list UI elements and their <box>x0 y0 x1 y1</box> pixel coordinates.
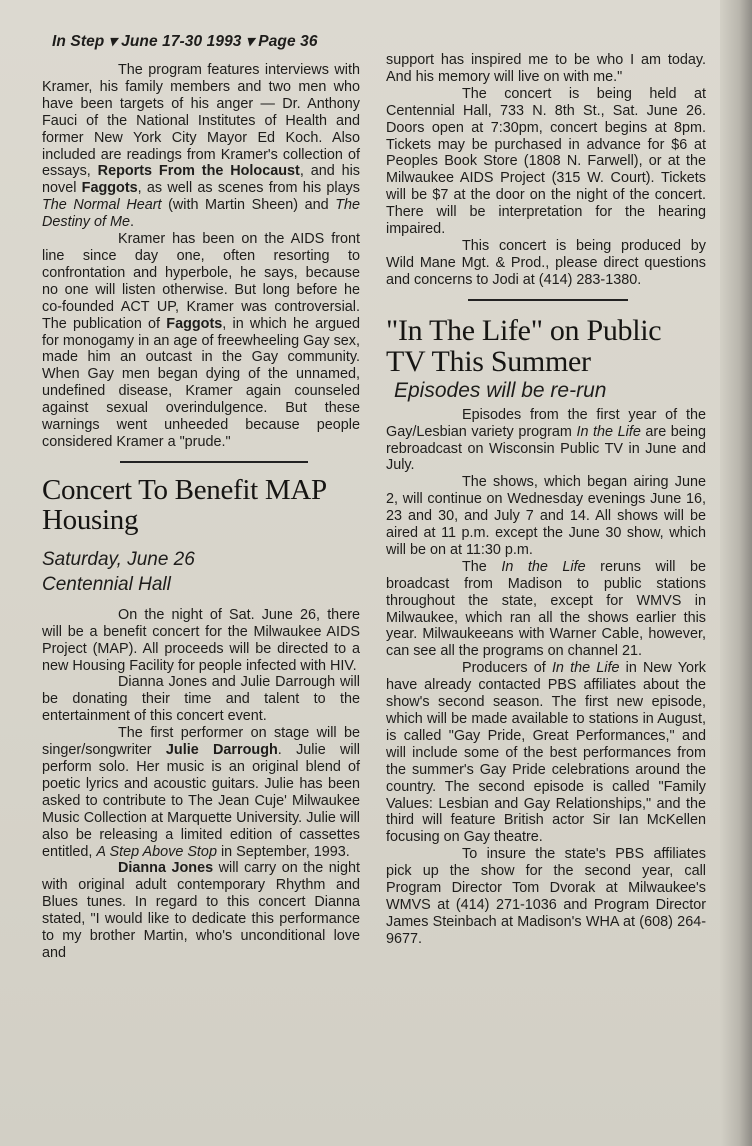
header-separator-icon: ▾ <box>245 33 254 50</box>
kramer-paragraph-2: Kramer has been on the AIDS front line since day one, often resorting to confrontation and hyperbole, he says, because no one will listen otherwise. But long before he co-founded ACT UP, Kramer was controversial. The publication of Faggots, in which he argued for monogamy in an age of freewheeling Gay sex, made him an outcast in the Gay community. When Gay men began dying of the unnamed, undefined disease, Kramer again counseled against sexual overindulgence. But these warnings went unheeded because people considered Kramer a "prude." <box>42 231 360 450</box>
kramer-paragraph-1: The program features interviews with Kramer, his family members and two men who have been targets of his anger — Dr. Anthony Fauci of the National Institutes of Health and former New York City Mayor Ed Koch. Also included are readings from Kramer's collection of essays, Reports From the Holocaust, and his novel Faggots, as well as scenes from his plays The Normal Heart (with Martin Sheen) and The Destiny of Me. <box>42 62 360 231</box>
issue-date: June 17-30 1993 <box>121 33 242 50</box>
header-separator-icon: ▾ <box>108 33 117 50</box>
right-column <box>386 52 706 948</box>
page-number: Page 36 <box>258 33 318 50</box>
concert-subheading-date: Saturday, June 26 <box>42 548 195 570</box>
section-divider <box>468 299 628 301</box>
page-header <box>52 32 318 51</box>
concert-paragraph-2: Dianna Jones and Julie Darrough will be donating their time and talent to the entertainment of this concert event. <box>42 674 360 725</box>
in-the-life-subheading: Episodes will be re-run <box>394 378 607 402</box>
in-the-life-paragraph-3: The In the Life reruns will be broadcast from Madison to public stations throughout the state, except for WMVS in Milwaukee, which ran all the shows earlier this year. Milwaukeeans with Warner Cable, however, can see all the programs on channel 21. <box>386 558 707 660</box>
page-fold-shadow <box>720 0 752 1146</box>
concert-paragraph-5: The concert is being held at Centennial Hall, 733 N. 8th St., Sat. June 26. Doors open at 7:30pm, concert begins at 8pm. Tickets may be purchased in advance for $6 at Peoples Book Store (1808 N. Farwell), or at the Milwaukee AIDS Project (315 W. Court). Tickets will be $7 at the door on the night of the concert. There will be interpretation for the hearing impaired. <box>386 85 706 238</box>
concert-subheading-venue: Centennial Hall <box>42 573 171 595</box>
section-divider <box>120 461 308 463</box>
in-the-life-headline: "In The Life" on Public TV This Summer <box>386 313 662 378</box>
concert-paragraph-4: Dianna Jones will carry on the night with original adult contemporary Rhythm and Blues tunes. In regard to this concert Dianna stated, "I would like to dedicate this performance to my brother Martin, who's unconditional love and <box>42 860 360 961</box>
concert-paragraph-6: This concert is being produced by Wild Mane Mgt. & Prod., please direct questions and concerns to Jodi at (414) 283-1380. <box>386 237 706 288</box>
in-the-life-paragraph-4: Producers of In the Life in New York have already contacted PBS affiliates about the show's second season. The first new episode, which will be made available to stations in August, is called "Gay Pride, Great Performances," and will include some of the best performances from the summer's Gay Pride celebrations around the country. The second episode is called "Family Values: Lesbian and Gay Relationships," and the third will feature British actor Sir Ian McKellen focusing on Gay theatre. <box>386 660 706 846</box>
concert-paragraph-4-continued: support has inspired me to be who I am today. And his memory will live on with me." <box>386 52 706 85</box>
in-the-life-paragraph-2: The shows, which began airing June 2, will continue on Wednesday evenings June 16, 23 and 30, and July 7 and 14. All shows will be aired at 11 p.m. except the June 30 show, which will be on at 11:30 p.m. <box>386 474 706 558</box>
in-the-life-paragraph-5: To insure the state's PBS affiliates pick up the show for the second year, call Program Director Tom Dvorak at Milwaukee's WMVS at (414) 271-1036 and Program Director James Steinbach at Madison's WHA at (608) 264-9677. <box>386 846 706 947</box>
concert-paragraph-3: The first performer on stage will be singer/songwriter Julie Darrough. Julie will perform solo. Her music is an original blend of poetic lyrics and acoustic guitars. Julie has been asked to contribute to The Jean Cuje' Milwaukee Music Collection at Marquette University. Julie will also be releasing a limited edition of cassettes entitled, A Step Above Stop in September, 1993. <box>42 725 360 860</box>
publication-name: In Step <box>52 33 105 50</box>
in-the-life-paragraph-1: Episodes from the first year of the Gay/Lesbian variety program In the Life are being rebroadcast on Wisconsin Public TV in June and July. <box>386 406 706 474</box>
concert-paragraph-1: On the night of Sat. June 26, there will be a benefit concert for the Milwaukee AIDS Project (MAP). All proceeds will be directed to a new Housing Facility for people infected with HIV. <box>42 606 360 674</box>
concert-headline: Concert To Benefit MAP Housing <box>42 473 326 536</box>
left-column <box>42 62 360 962</box>
